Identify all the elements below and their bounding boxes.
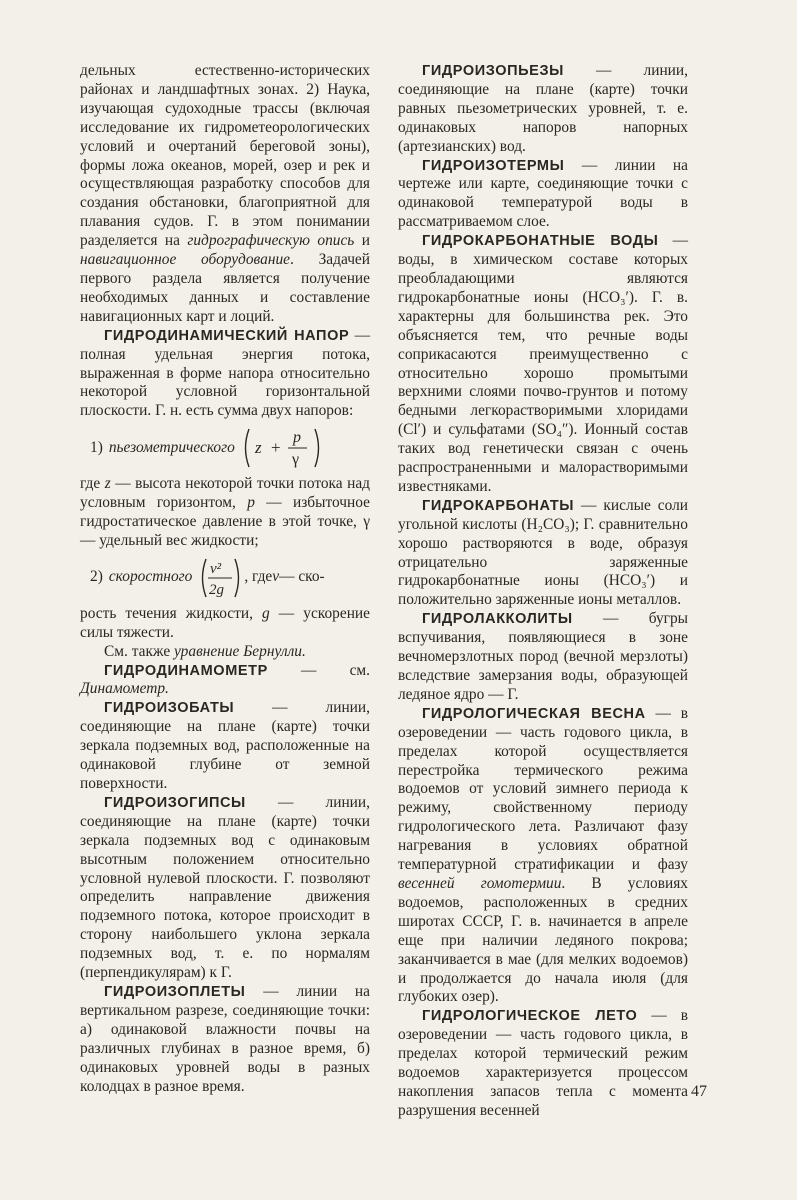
formula-2g: 2g: [209, 581, 225, 598]
headword: ГИДРОЛАККОЛИТЫ: [422, 611, 573, 628]
entry-hydroisobaths: [80, 699, 370, 794]
headword: ГИДРОИЗОТЕРМЫ: [422, 157, 565, 174]
left-column: [80, 62, 370, 1096]
entry-hydroisohypses: [80, 794, 370, 983]
formula-label: пьезометрического: [108, 438, 235, 456]
definition: — в озероведении — часть годового цикла, в пределах которой термический режим водоемов характеризуется процессом накопления запасов тепла с момента разрушения весенней: [398, 1007, 688, 1119]
cross-reference: весенней гомотермии: [398, 874, 562, 892]
body-text: . Задачей первого раздела является получение необходимых данных и составление навигационных карт и лоций.: [80, 251, 370, 325]
definition: . В условиях водоемов, расположенных в средних широтах СССР, Г. в. начинается в апреле еще при наличии ледяного покрова; заканчивается в мае (для мелких водоемов) и продолжается до начала июля (для глубоких озер).: [398, 874, 688, 1006]
var-v: v: [272, 568, 280, 586]
definition: — см.: [267, 661, 370, 679]
headword: ГИДРОЛОГИЧЕСКАЯ ВЕСНА: [422, 705, 646, 722]
formula-explanation-2: [80, 605, 370, 643]
var-z: z: [104, 475, 111, 493]
var-g: g: [262, 604, 270, 622]
body-text: и: [354, 232, 370, 250]
body-text: — избыточное гидростатическое давление в этой точке, γ — удельный вес жидкости;: [80, 494, 370, 549]
definition: — воды, в химическом составе которых преобладающими являются гидрокарбонатные ионы (HCO₃′). Г. в. характерны для большинства рек. Это объясняется тем, что речные воды соприкасаются преимущественно с относительно хорошо промытыми верхними слоями почво-грунтов и потому бедными легкорастворимыми хлоридами (Cl′) и сульфатами (SO₄″). Ионный состав таких вод генетически связан с очень распространенными и малорастворимыми известняками.: [398, 232, 688, 495]
headword: ГИДРОЛОГИЧЕСКОЕ ЛЕТО: [422, 1008, 638, 1025]
headword: ГИДРОКАРБОНАТЫ: [422, 497, 575, 514]
body-text: рость течения жидкости,: [80, 604, 262, 622]
formula-velocity: [90, 555, 370, 601]
definition: — линии на чертеже или карте, соединяющие точки с одинаковой температурой воды в рассматриваемом слое.: [398, 156, 688, 231]
body-text: См. также: [104, 642, 175, 660]
entry-hydrodynamometer: [80, 662, 370, 700]
body-text: , где: [244, 568, 273, 586]
formula-piezometric: [90, 425, 370, 471]
body-text: — ско-: [279, 568, 325, 586]
right-column: [398, 62, 688, 1121]
cross-reference: Динамометр.: [80, 680, 169, 698]
formula-piezometric-expression: [241, 425, 331, 471]
entry-bicarbonates: [398, 497, 688, 610]
entry-hydroisopleths: [80, 983, 370, 1096]
formula-z: z: [254, 438, 262, 458]
headword: ГИДРОИЗОБАТЫ: [104, 700, 235, 717]
definition: — бугры вспучивания, появляющиеся в зоне вечномерзлотных пород (вечной мерзлоты) вследствие замерзания воды, образующей ледяное ядро — Г.: [398, 610, 688, 703]
body-text: дельных естественно-исторических районах и ландшафтных зонах. 2) Наука, изучающая судоходные трассы (включая исследование их гидрометеорологических условий и очертаний береговой зоны), формы ложа океанов, морей, озер и рек и осуществляющая разработку способов для создания обстановки, благоприятной для плавания судов. Г. в этом понимании разделяется на: [80, 62, 370, 250]
body-text: — ускорение силы тяжести.: [80, 604, 370, 641]
entry-hydrological-summer: [398, 1007, 688, 1120]
definition: — кислые соли угольной кислоты (H₂CO₃); Г. сравнительно хорошо растворяются в воде, образуя отрицательно заряженные гидрокарбонатные ионы (HCO₃′) и положительно заряженные ионы металлов.: [398, 496, 688, 609]
cross-reference: навигационное оборудование: [80, 251, 290, 269]
entry-hydrological-spring: [398, 705, 688, 1008]
entry-bicarbonate-waters: [398, 232, 688, 497]
headword: ГИДРОКАРБОНАТНЫЕ ВОДЫ: [422, 233, 659, 250]
entry-continuation: [80, 62, 370, 327]
definition: — линии, соединяющие на плане (карте) точки зеркала подземных вод, расположенные на одинаковой глубине от земной поверхности.: [80, 699, 370, 792]
formula-label: скоростного: [108, 568, 193, 586]
headword: ГИДРОИЗОПЛЕТЫ: [104, 983, 246, 1000]
headword: ГИДРОИЗОПЬЕЗЫ: [422, 63, 564, 79]
definition: — линии на вертикальном разрезе, соединяющие точки: а) одинаковой влажности почвы на различных глубинах в разное время, б) одинаковых уровней воды в разных колодцах в разное время.: [80, 982, 370, 1095]
formula-velocity-expression: [198, 555, 244, 601]
headword: ГИДРОДИНАМИЧЕСКИЙ НАПОР: [104, 327, 350, 344]
entry-hydroisotherms: [398, 157, 688, 233]
formula-number: 2): [90, 568, 103, 586]
var-p: p: [247, 494, 255, 512]
entry-hydrodynamic-head: [80, 327, 370, 422]
formula-explanation: [80, 475, 370, 551]
entry-hydrolaccoliths: [398, 610, 688, 705]
definition: — линии, соединяющие на плане (карте) точки зеркала подземных вод с одинаковым высотным положением относительно условной нулевой плоскости. Г. позволяют определить направление движения подземного потока, которое происходит в сторону наибольшего уклона зеркала подземных вод, т. е. по нормалям (перпендикулярам) к Г.: [80, 793, 370, 982]
headword: ГИДРОДИНАМОМЕТР: [104, 662, 268, 679]
formula-p: p: [292, 429, 301, 447]
cross-reference: гидрографическую опись: [187, 232, 355, 250]
page-number: 47: [691, 1083, 707, 1100]
body-text: где: [80, 475, 105, 493]
see-also: [80, 643, 370, 662]
definition: — линии, соединяющие на плане (карте) точки равных пьезометрических уровней, т. е. одинаковых напоров напорных (артезианских) вод.: [398, 62, 688, 155]
cross-reference: уравнение Бернулли.: [174, 642, 306, 660]
headword: ГИДРОИЗОГИПСЫ: [104, 794, 246, 811]
entry-hydroisopiezes: [398, 62, 688, 157]
formula-gamma: γ: [291, 451, 299, 469]
formula-v2: v²: [210, 560, 222, 577]
body-text: — высота некоторой точки потока над условным горизонтом,: [80, 475, 370, 512]
formula-number: 1): [90, 438, 103, 456]
formula-plus: +: [270, 438, 281, 458]
definition: — в озероведении — часть годового цикла, в пределах которой осуществляется перестройка термического режима водоемов от условий зимнего периода к режиму, свойственному периоду гидрологического лета. Различают фазу нагревания в условиях обратной температурной стратификации и фазу: [398, 704, 688, 874]
definition: — полная удельная энергия потока, выраженная в форме напора относительно некоторой условной горизонтальной плоскости. Г. н. есть сумма двух напоров:: [80, 326, 370, 420]
